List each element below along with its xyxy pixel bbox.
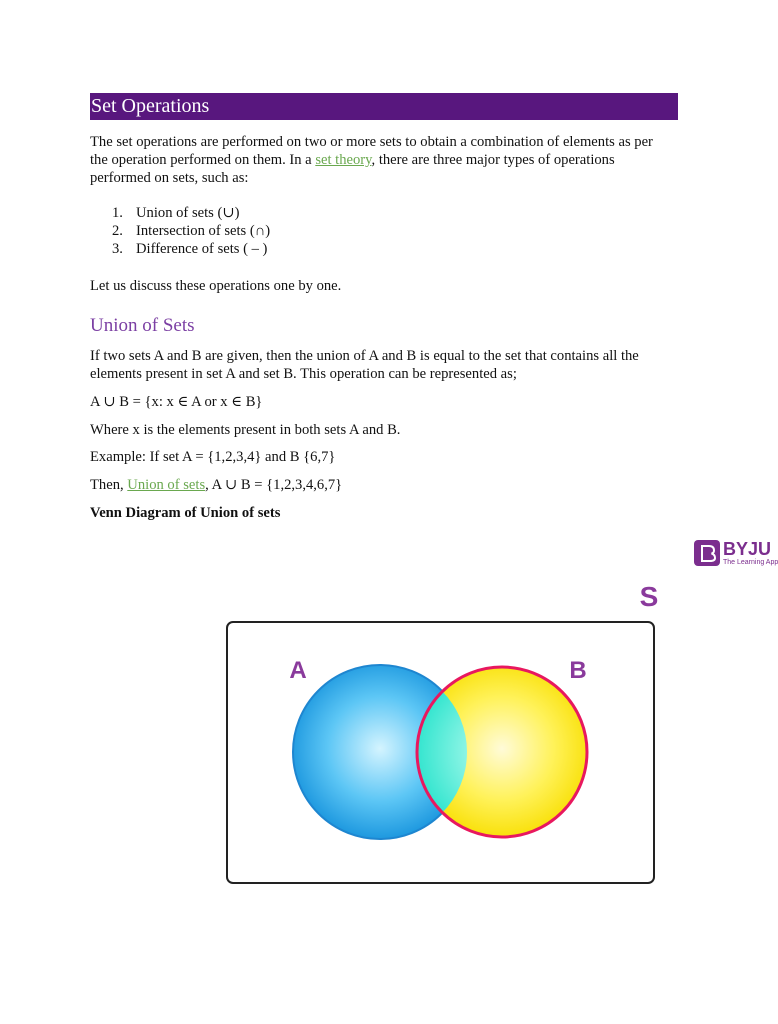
set-a-label: A (289, 657, 307, 684)
union-heading: Union of Sets (90, 315, 195, 336)
byjus-logo: BYJU The Learning App (694, 538, 768, 570)
page-title: Set Operations (90, 93, 678, 120)
list-item: 2. Intersection of sets (∩) (112, 223, 271, 239)
intro-line-2a: the operation performed on them. In a (90, 152, 316, 168)
venn-diagram (200, 570, 670, 900)
list-item: 1. Union of sets (∪) (112, 205, 240, 221)
union-formula: A ∪ B = {x: x ∈ A or x ∈ B} (90, 394, 263, 410)
intro-line-1: The set operations are performed on two or more sets to obtain a combination of elements as per (90, 134, 653, 150)
list-item: 3. Difference of sets ( – ) (112, 241, 268, 257)
set-theory-link[interactable]: set theory (315, 152, 372, 168)
intro-line-2b: , there are three major types of operations (371, 152, 615, 168)
intro-paragraph (90, 133, 690, 187)
union-example: Example: If set A = {1,2,3,4} and B {6,7} (90, 449, 336, 465)
discuss-text: Let us discuss these operations one by one. (90, 278, 342, 294)
logo-mark-icon (694, 540, 720, 566)
universal-set-label: S (639, 581, 659, 612)
operations-list (112, 204, 270, 258)
union-description: If two sets A and B are given, then the union of A and B is equal to the set that contains all the elements present in set A and set B. This operation can be represented as; (90, 348, 639, 382)
union-result: Then, Union of sets, A ∪ B = {1,2,3,4,6,7} (90, 477, 343, 493)
venn-caption: Venn Diagram of Union of sets (90, 505, 281, 521)
intro-line-3: performed on sets, such as: (90, 170, 249, 186)
set-b-label: B (569, 657, 587, 684)
union-where: Where x is the elements present in both sets A and B. (90, 422, 401, 438)
union-of-sets-link[interactable]: Union of sets (127, 477, 206, 493)
